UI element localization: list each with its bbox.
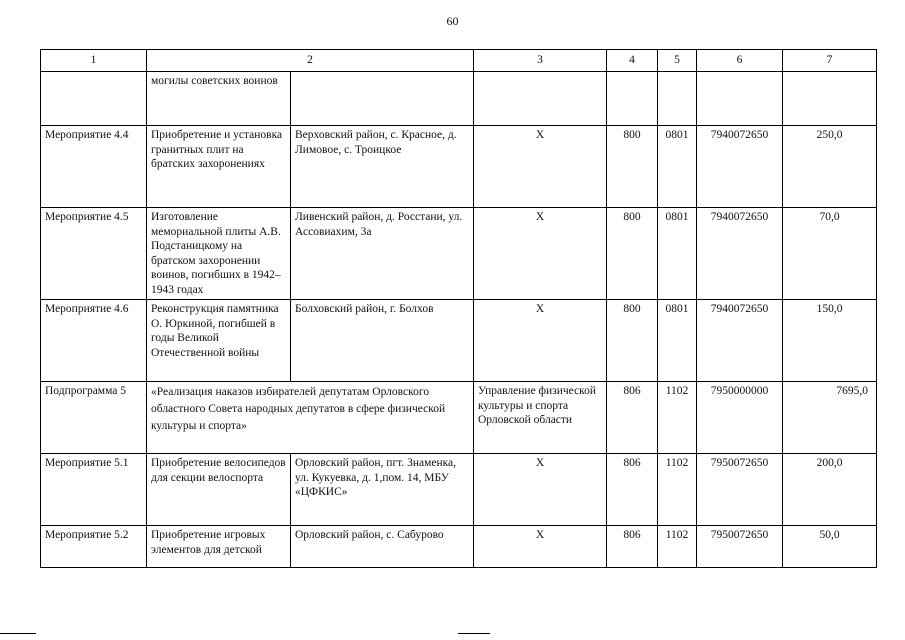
table-row (41, 300, 877, 382)
code-section: 0801 (658, 208, 697, 300)
row-code: Мероприятие 4.4 (41, 126, 147, 208)
code-grbs (607, 72, 658, 126)
row-code (41, 72, 147, 126)
code-target: 7940072650 (697, 300, 783, 382)
code-target (697, 72, 783, 126)
row-code: Мероприятие 5.1 (41, 454, 147, 526)
code-target: 7950072650 (697, 454, 783, 526)
header-cell: 2 (147, 50, 474, 72)
header-cell: 7 (783, 50, 877, 72)
subprogram-name: «Реализация наказов избирателей депутатам Орловского областного Совета народных депутатов в сфере физической культуры и спорта» (147, 382, 474, 454)
event-location: Орловский район, с. Сабурово (291, 526, 474, 568)
event-name: Приобретение игровых элементов для детской (147, 526, 291, 568)
event-location: Орловский район, пгт. Знаменка, ул. Кукуевка, д. 1,пом. 14, МБУ «ЦФКИС» (291, 454, 474, 526)
code-section (658, 72, 697, 126)
amount: 70,0 (783, 208, 877, 300)
code-target: 7950000000 (697, 382, 783, 454)
responsible: X (474, 208, 607, 300)
table-row (41, 72, 877, 126)
scan-edge-line (0, 633, 36, 634)
responsible: X (474, 300, 607, 382)
page-number: 60 (446, 14, 459, 28)
amount: 7695,0 (783, 382, 877, 454)
code-grbs: 800 (607, 300, 658, 382)
table-row (41, 382, 877, 454)
responsible: X (474, 526, 607, 568)
scan-edge-line (458, 633, 490, 634)
event-name: Реконструкция памятника О. Юркиной, погибшей в годы Великой Отечественной войны (147, 300, 291, 382)
code-grbs: 800 (607, 208, 658, 300)
amount: 150,0 (783, 300, 877, 382)
event-location: Болховский район, г. Болхов (291, 300, 474, 382)
amount: 250,0 (783, 126, 877, 208)
responsible: Управление физической культуры и спорта Орловской области (474, 382, 607, 454)
row-code: Мероприятие 4.5 (41, 208, 147, 300)
code-grbs: 806 (607, 526, 658, 568)
code-grbs: 806 (607, 454, 658, 526)
amount: 200,0 (783, 454, 877, 526)
code-section: 1102 (658, 382, 697, 454)
code-section: 0801 (658, 300, 697, 382)
header-cell: 3 (474, 50, 607, 72)
event-name: могилы советских воинов (147, 72, 291, 126)
responsible: X (474, 454, 607, 526)
responsible: X (474, 126, 607, 208)
table-row (41, 526, 877, 568)
table-row (41, 126, 877, 208)
event-name: Приобретение велосипедов для секции велоспорта (147, 454, 291, 526)
header-cell: 4 (607, 50, 658, 72)
table-row (41, 454, 877, 526)
amount (783, 72, 877, 126)
code-target: 7950072650 (697, 526, 783, 568)
event-name: Изготовление мемориальной плиты А.В. Подстаницкому на братском захоронении воинов, погибших в 1942–1943 годах (147, 208, 291, 300)
code-target: 7940072650 (697, 208, 783, 300)
header-cell: 1 (41, 50, 147, 72)
responsible (474, 72, 607, 126)
program-table (40, 49, 877, 568)
event-location: Ливенский район, д. Росстани, ул. Ассовиахим, 3а (291, 208, 474, 300)
header-row (41, 50, 877, 72)
code-section: 0801 (658, 126, 697, 208)
table-row (41, 208, 877, 300)
code-target: 7940072650 (697, 126, 783, 208)
row-code: Мероприятие 4.6 (41, 300, 147, 382)
subprogram-code: Подпрограмма 5 (41, 382, 147, 454)
code-grbs: 806 (607, 382, 658, 454)
code-section: 1102 (658, 454, 697, 526)
amount: 50,0 (783, 526, 877, 568)
event-location (291, 72, 474, 126)
header-cell: 5 (658, 50, 697, 72)
event-location: Верховский район, с. Красное, д. Лимовое, с. Троицкое (291, 126, 474, 208)
code-section: 1102 (658, 526, 697, 568)
row-code: Мероприятие 5.2 (41, 526, 147, 568)
header-cell: 6 (697, 50, 783, 72)
event-name: Приобретение и установка гранитных плит на братских захоронениях (147, 126, 291, 208)
code-grbs: 800 (607, 126, 658, 208)
